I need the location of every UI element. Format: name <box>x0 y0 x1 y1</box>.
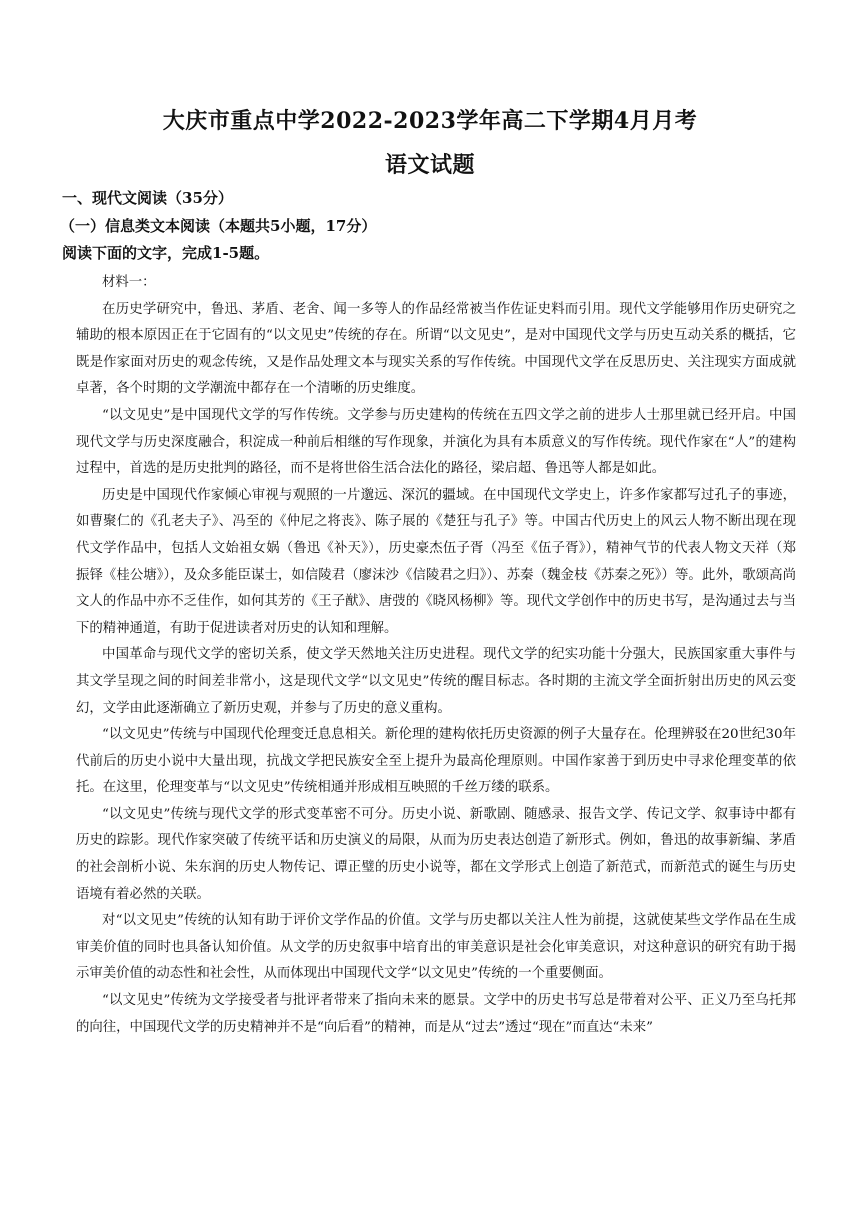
material-paragraph: “以文见史”传统为文学接受者与批评者带来了指向未来的愿景。文学中的历史书写总是带着对公平、正义乃至乌托邦的向往，中国现代文学的历史精神并不是“向后看”的精神，而是从“过去”透过“现在”而直达“未来” <box>76 993 796 1035</box>
material-paragraph: 对“以文见史”传统的认知有助于评价文学作品的价值。文学与历史都以关注人性为前提，这就使某些文学作品在生成审美价值的同时也具备认知价值。从文学的历史叙事中培育出的审美意识是社会化审美意识，对这种意识的研究有助于揭示审美价值的动态性和社会性，从而体现出中国现代文学“以文见史”传统的一个重要侧面。 <box>76 913 796 982</box>
material-paragraph: 在历史学研究中，鲁迅、茅盾、老舍、闻一多等人的作品经常被当作佐证史料而引用。现代文学能够用作历史研究之辅助的根本原因正在于它固有的“以文见史”传统的存在。所谓“以文见史”，是对中国现代文学与历史互动关系的概括，它既是作家面对历史的观念传统，又是作品处理文本与现实关系的写作传统。中国现代文学在反思历史、关注现实方面成就卓著，各个时期的文学潮流中都存在一个清晰的历史维度。 <box>76 301 796 397</box>
material-body <box>76 270 796 1041</box>
subsection-heading: （一）信息类文本阅读（本题共5小题，17分） <box>60 217 377 235</box>
material-paragraph: 历史是中国现代作家倾心审视与观照的一片邈远、深沉的疆域。在中国现代文学史上，许多作家都写过孔子的事迹，如曹聚仁的《孔老夫子》、冯至的《仲尼之将丧》、陈子展的《楚狂与孔子》等。中国古代历史上的风云人物不断出现在现代文学作品中，包括人文始祖女娲（鲁迅《补天》），历史豪杰伍子胥（冯至《伍子胥》），精神气节的代表人物文天祥（郑振铎《桂公塘》），及众多能臣谋士，如信陵君（廖沫沙《信陵君之归》）、苏秦（魏金枝《苏秦之死》）等。此外，歌颂高尚文人的作品中亦不乏佳作，如何其芳的《王子猷》、唐弢的《晓风杨柳》等。现代文学创作中的历史书写，是沟通过去与当下的精神通道，有助于促进读者对历史的认知和理解。 <box>76 487 796 636</box>
material-paragraph: 中国革命与现代文学的密切关系，使文学天然地关注历史进程。现代文学的纪实功能十分强大，民族国家重大事件与其文学呈现之间的时间差非常小，这是现代文学“以文见史”传统的醒目标志。各时期的主流文学全面折射出历史的风云变幻，文学由此逐渐确立了新历史观，并参与了历史的意义重构。 <box>76 647 796 716</box>
material-label: 材料一： <box>102 275 156 290</box>
material-paragraph: “以文见史”传统与现代文学的形式变革密不可分。历史小说、新歌剧、随感录、报告文学、传记文学、叙事诗中都有历史的踪影。现代作家突破了传统平话和历史演义的局限，从而为历史表达创造了新形式。例如，鲁迅的故事新编、茅盾的社会剖析小说、朱东润的历史人物传记、谭正璧的历史小说等，都在文学形式上创造了新范式，而新范式的诞生与历史语境有着必然的关联。 <box>76 806 796 902</box>
section-heading: 一、现代文阅读（35分） <box>62 189 233 207</box>
reading-instruction: 阅读下面的文字，完成1-5题。 <box>62 244 270 262</box>
material-paragraph: “以文见史”是中国现代文学的写作传统。文学参与历史建构的传统在五四文学之前的进步人士那里就已经开启。中国现代文学与历史深度融合，积淀成一种前后相继的写作现象，并演化为具有本质意义的写作传统。现代作家在“人”的建构过程中，首选的是历史批判的路径，而不是将世俗生活合法化的路径，梁启超、鲁迅等人都是如此。 <box>76 407 796 477</box>
exam-title: 大庆市重点中学2022-2023学年高二下学期4月月考 <box>162 108 698 134</box>
exam-subject-title: 语文试题 <box>384 152 475 178</box>
material-paragraph: “以文见史”传统与中国现代伦理变迁息息相关。新伦理的建构依托历史资源的例子大量存在。伦理辨驳在20世纪30年代前后的历史小说中大量出现，抗战文学把民族安全至上提升为最高伦理原则。中国作家善于到历史中寻求伦理变革的依托。在这里，伦理变革与“以文见史”传统相通并形成相互映照的千丝万缕的联系。 <box>76 727 796 796</box>
